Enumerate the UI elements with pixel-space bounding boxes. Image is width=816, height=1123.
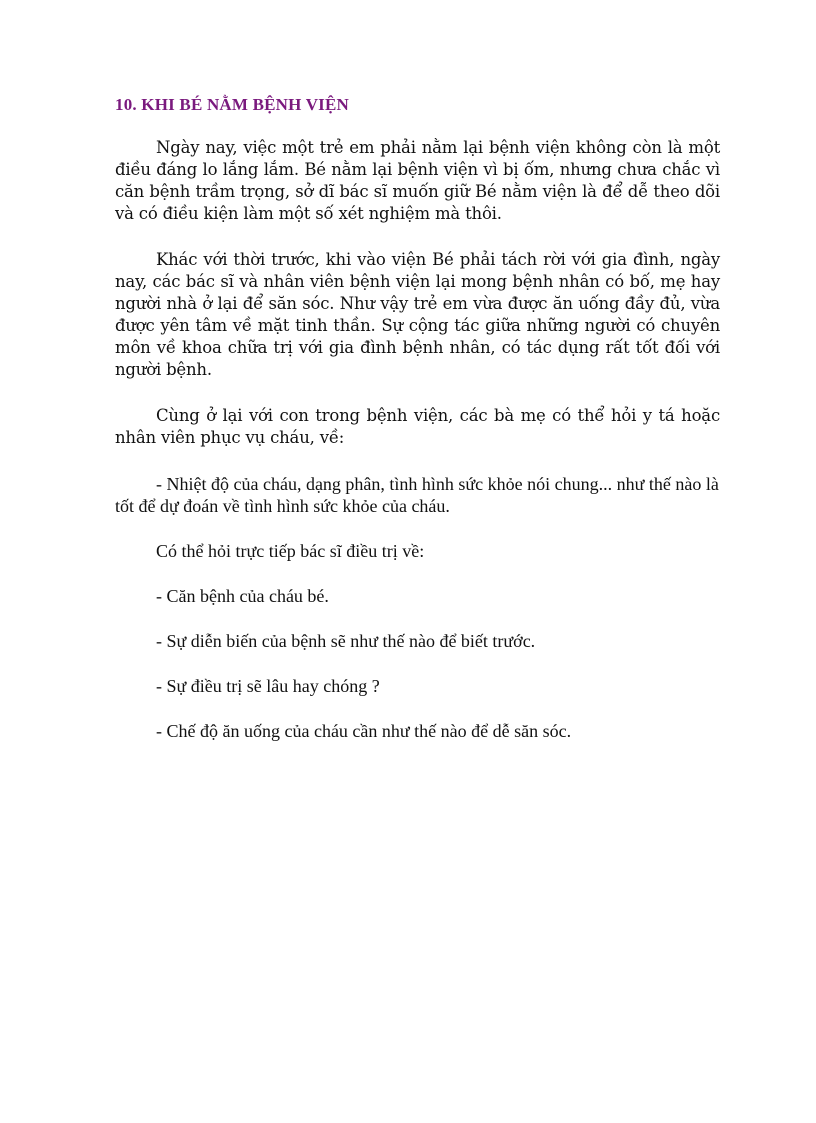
paragraph-ask-nurse: Cùng ở lại với con trong bệnh viện, các bà mẹ có thể hỏi y tá hoặc nhân viên phục vụ cháu, về:	[115, 406, 720, 447]
paragraph-ask-doctor: Có thể hỏi trực tiếp bác sĩ điều trị về:	[156, 541, 425, 561]
list-item: - Sự diễn biến của bệnh sẽ như thế nào để biết trước.	[156, 631, 536, 651]
list-item: - Chế độ ăn uống của cháu cần như thế nào để dễ săn sóc.	[156, 721, 572, 741]
list-item-temperature: - Nhiệt độ của cháu, dạng phân, tình hình sức khỏe nói chung... như thế nào là tốt để dự đoán về tình hình sức khỏe của cháu.	[115, 474, 719, 516]
list-item: - Căn bệnh của cháu bé.	[156, 586, 329, 606]
document-page	[115, 93, 720, 765]
paragraph-family-role: Khác với thời trước, khi vào viện Bé phải tách rời với gia đình, ngày nay, các bác sĩ và nhân viên bệnh viện lại mong bệnh nhân có bố, mẹ hay người nhà ở lại để săn sóc. Như vậy trẻ em vừa được ăn uống đầy đủ, vừa được yên tâm về mặt tinh thần. Sự cộng tác giữa những người có chuyên môn về khoa chữa trị với gia đình bệnh nhân, có tác dụng rất tốt đối với người bệnh.	[115, 250, 720, 379]
paragraph-intro: Ngày nay, việc một trẻ em phải nằm lại bệnh viện không còn là một điều đáng lo lắng lắm. Bé nằm lại bệnh viện vì bị ốm, nhưng chưa chắc vì căn bệnh trầm trọng, sở dĩ bác sĩ muốn giữ Bé nằm viện là để dễ theo dõi và có điều kiện làm một số xét nghiệm mà thôi.	[115, 138, 720, 223]
list-item: - Sự điều trị sẽ lâu hay chóng ?	[156, 676, 380, 696]
section-heading: 10. KHI BÉ NẰM BỆNH VIỆN	[115, 95, 350, 114]
